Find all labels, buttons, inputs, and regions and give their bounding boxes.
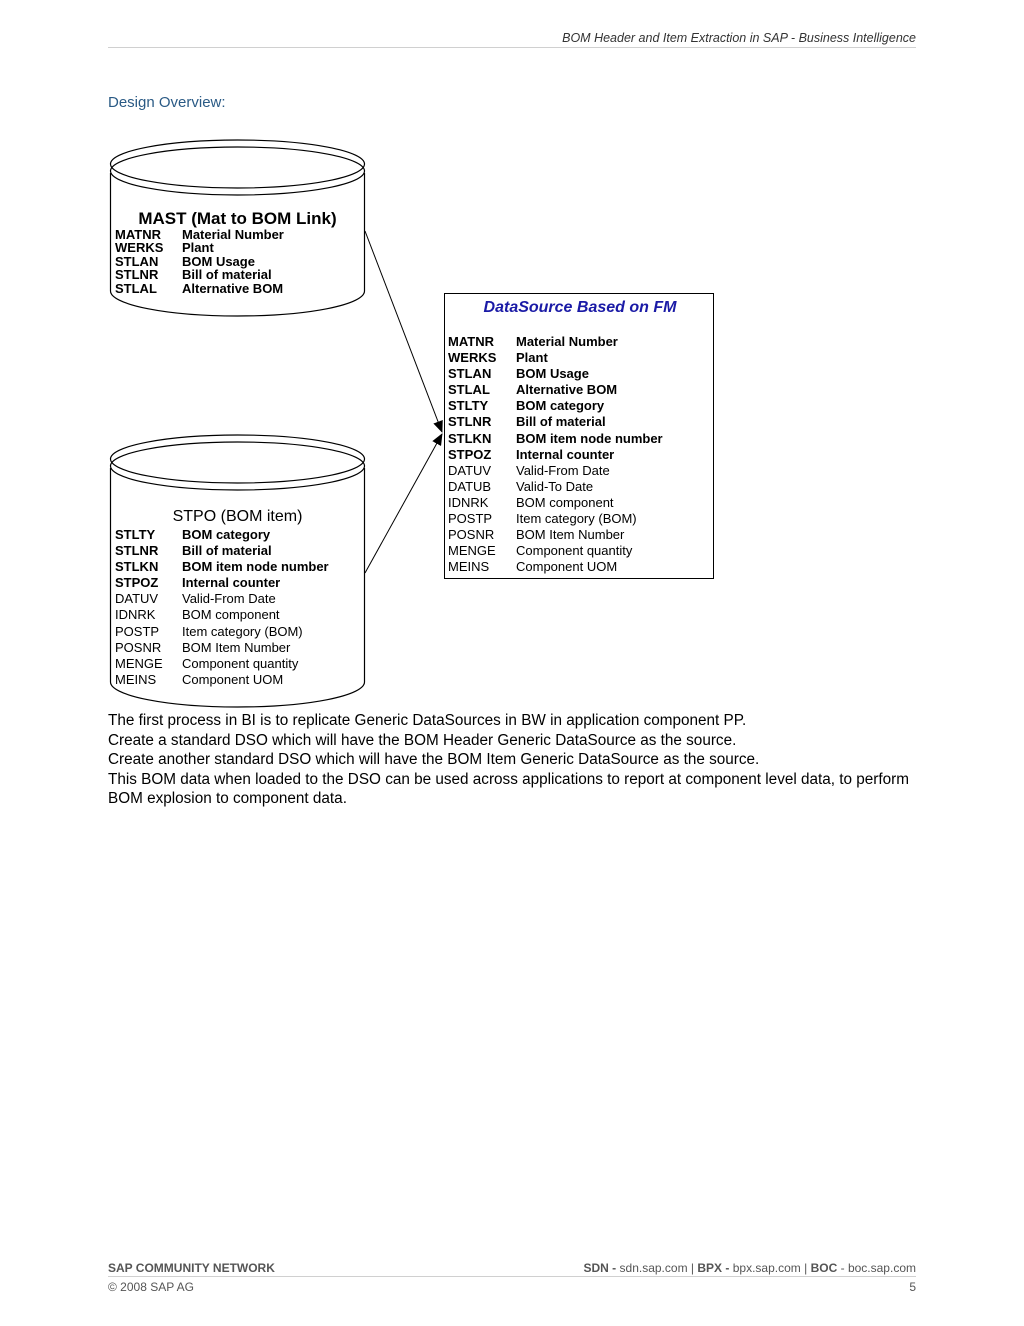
field-row	[115, 241, 284, 254]
mast-title: MAST (Mat to BOM Link)	[138, 209, 337, 228]
footer-links: SDN - sdn.sap.com | BPX - bpx.sap.com | BOC - boc.sap.com	[583, 1261, 916, 1275]
field-row	[448, 479, 663, 495]
field-row	[115, 559, 329, 575]
field-row	[448, 543, 663, 559]
field-code: IDNRK	[115, 607, 156, 623]
stpo-to-datasource-arrow	[365, 434, 442, 573]
field-row	[115, 591, 329, 607]
field-description: Alternative BOM	[516, 382, 618, 398]
field-code: MATNR	[115, 227, 161, 242]
footer-network: SAP COMMUNITY NETWORK	[108, 1261, 275, 1275]
field-row	[115, 228, 284, 241]
field-code: STLNR	[115, 543, 159, 559]
field-description: Plant	[516, 350, 548, 366]
field-code: STLAN	[448, 366, 492, 382]
body-line: Create another standard DSO which will have the BOM Item Generic DataSource as the source.	[108, 751, 760, 768]
field-description: Internal counter	[516, 446, 615, 462]
body-line: Create a standard DSO which will have the BOM Header Generic DataSource as the source.	[108, 731, 737, 749]
body-line: This BOM data when loaded to the DSO can be used across applications to report at component level data, to perform BOM explosion to component data.	[108, 770, 909, 807]
field-code: MEINS	[448, 559, 490, 575]
field-row	[448, 334, 663, 350]
field-row	[448, 463, 663, 479]
field-code: STLKN	[448, 430, 492, 446]
footer-bpx-link[interactable]: bpx.sap.com	[732, 1261, 801, 1275]
field-description: Valid-From Date	[182, 591, 276, 607]
footer-separator: |	[690, 1261, 695, 1275]
field-row	[115, 268, 284, 281]
field-row	[448, 431, 663, 447]
field-row	[115, 575, 329, 591]
mast-to-datasource-arrow	[365, 231, 442, 432]
datasource-box	[444, 293, 714, 579]
field-description: BOM category	[516, 398, 605, 414]
stpo-table-cylinder	[110, 434, 365, 709]
field-code: WERKS	[448, 350, 497, 366]
field-row	[115, 282, 284, 295]
field-description: Component UOM	[516, 559, 618, 575]
field-code: MATNR	[448, 334, 494, 349]
field-row	[448, 511, 663, 527]
field-code: STLAL	[115, 280, 157, 296]
body-paragraph	[108, 711, 923, 809]
field-code: POSTP	[448, 511, 493, 527]
field-description: Bill of material	[182, 543, 272, 559]
section-heading: Design Overview:	[108, 94, 226, 111]
field-row	[115, 527, 329, 543]
field-description: BOM Usage	[182, 253, 255, 269]
field-description: BOM Item Number	[182, 639, 291, 655]
field-row	[448, 414, 663, 430]
footer-boc-link[interactable]: boc.sap.com	[847, 1261, 916, 1275]
footer-sdn-label: SDN -	[583, 1261, 617, 1275]
field-row	[448, 559, 663, 575]
field-description: BOM Item Number	[516, 527, 625, 543]
field-code: POSNR	[448, 527, 495, 543]
footer-bpx-label: BPX -	[697, 1261, 730, 1275]
field-code: POSNR	[115, 639, 162, 655]
field-code: DATUB	[448, 478, 492, 494]
field-description: BOM category	[182, 527, 271, 542]
field-code: DATUV	[448, 462, 492, 478]
field-row	[448, 527, 663, 543]
field-description: Valid-To Date	[516, 478, 594, 494]
field-row	[448, 350, 663, 366]
field-code: POSTP	[115, 623, 160, 639]
document-header-title: BOM Header and Item Extraction in SAP - Business Intelligence	[562, 31, 916, 45]
field-description: BOM item node number	[182, 559, 329, 575]
datasource-field-list	[448, 334, 663, 575]
field-description: Bill of material	[516, 414, 606, 430]
field-row	[448, 366, 663, 382]
mast-field-list	[115, 228, 284, 295]
field-row	[448, 382, 663, 398]
header-divider	[108, 47, 916, 48]
footer-divider	[108, 1276, 916, 1277]
field-row	[115, 656, 329, 672]
field-code: MENGE	[448, 543, 496, 559]
field-description: Component UOM	[182, 671, 284, 687]
field-description: Bill of material	[182, 267, 272, 283]
field-code: STLTY	[448, 398, 489, 414]
stpo-field-list	[115, 527, 329, 688]
field-description: Component quantity	[516, 543, 633, 559]
field-row	[115, 607, 329, 623]
field-code: STLTY	[115, 527, 156, 542]
field-code: DATUV	[115, 591, 159, 607]
field-description: Material Number	[516, 334, 618, 349]
page-number: 5	[909, 1280, 916, 1294]
field-description: Material Number	[182, 227, 284, 242]
datasource-title: DataSource Based on FM	[483, 299, 677, 316]
field-row	[115, 543, 329, 559]
field-description: BOM component	[516, 494, 614, 510]
field-row	[115, 672, 329, 688]
field-description: Plant	[182, 240, 214, 256]
footer-sdn-link[interactable]: sdn.sap.com	[619, 1261, 688, 1275]
field-row	[115, 640, 329, 656]
field-code: STLAN	[115, 253, 159, 269]
field-row	[115, 624, 329, 640]
field-description: Alternative BOM	[182, 280, 284, 296]
field-row	[115, 255, 284, 268]
field-description: Valid-From Date	[516, 462, 610, 478]
field-code: MEINS	[115, 671, 157, 687]
field-row	[448, 398, 663, 414]
field-code: MENGE	[115, 655, 163, 671]
footer-copyright: © 2008 SAP AG	[108, 1280, 195, 1294]
field-code: IDNRK	[448, 494, 489, 510]
field-row	[448, 495, 663, 511]
field-code: WERKS	[115, 240, 164, 256]
field-description: BOM item node number	[516, 430, 663, 446]
field-description: Internal counter	[182, 575, 281, 591]
field-code: STPOZ	[115, 575, 159, 591]
field-code: STLNR	[115, 267, 159, 283]
field-code: STPOZ	[448, 446, 492, 462]
field-code: STLAL	[448, 382, 490, 398]
stpo-title: STPO (BOM item)	[172, 508, 303, 525]
field-code: STLKN	[115, 559, 159, 575]
field-description: Item category (BOM)	[516, 511, 637, 527]
field-row	[448, 447, 663, 463]
footer-separator: |	[804, 1261, 808, 1275]
field-description: BOM Usage	[516, 366, 589, 382]
field-code: STLNR	[448, 414, 492, 430]
mast-table-cylinder	[110, 139, 365, 319]
footer-boc-label: BOC	[810, 1261, 838, 1275]
field-description: Component quantity	[182, 655, 299, 671]
field-description: BOM component	[182, 607, 280, 623]
body-line: The first process in BI is to replicate Generic DataSources in BW in application component PP.	[108, 712, 747, 729]
field-description: Item category (BOM)	[182, 623, 303, 639]
